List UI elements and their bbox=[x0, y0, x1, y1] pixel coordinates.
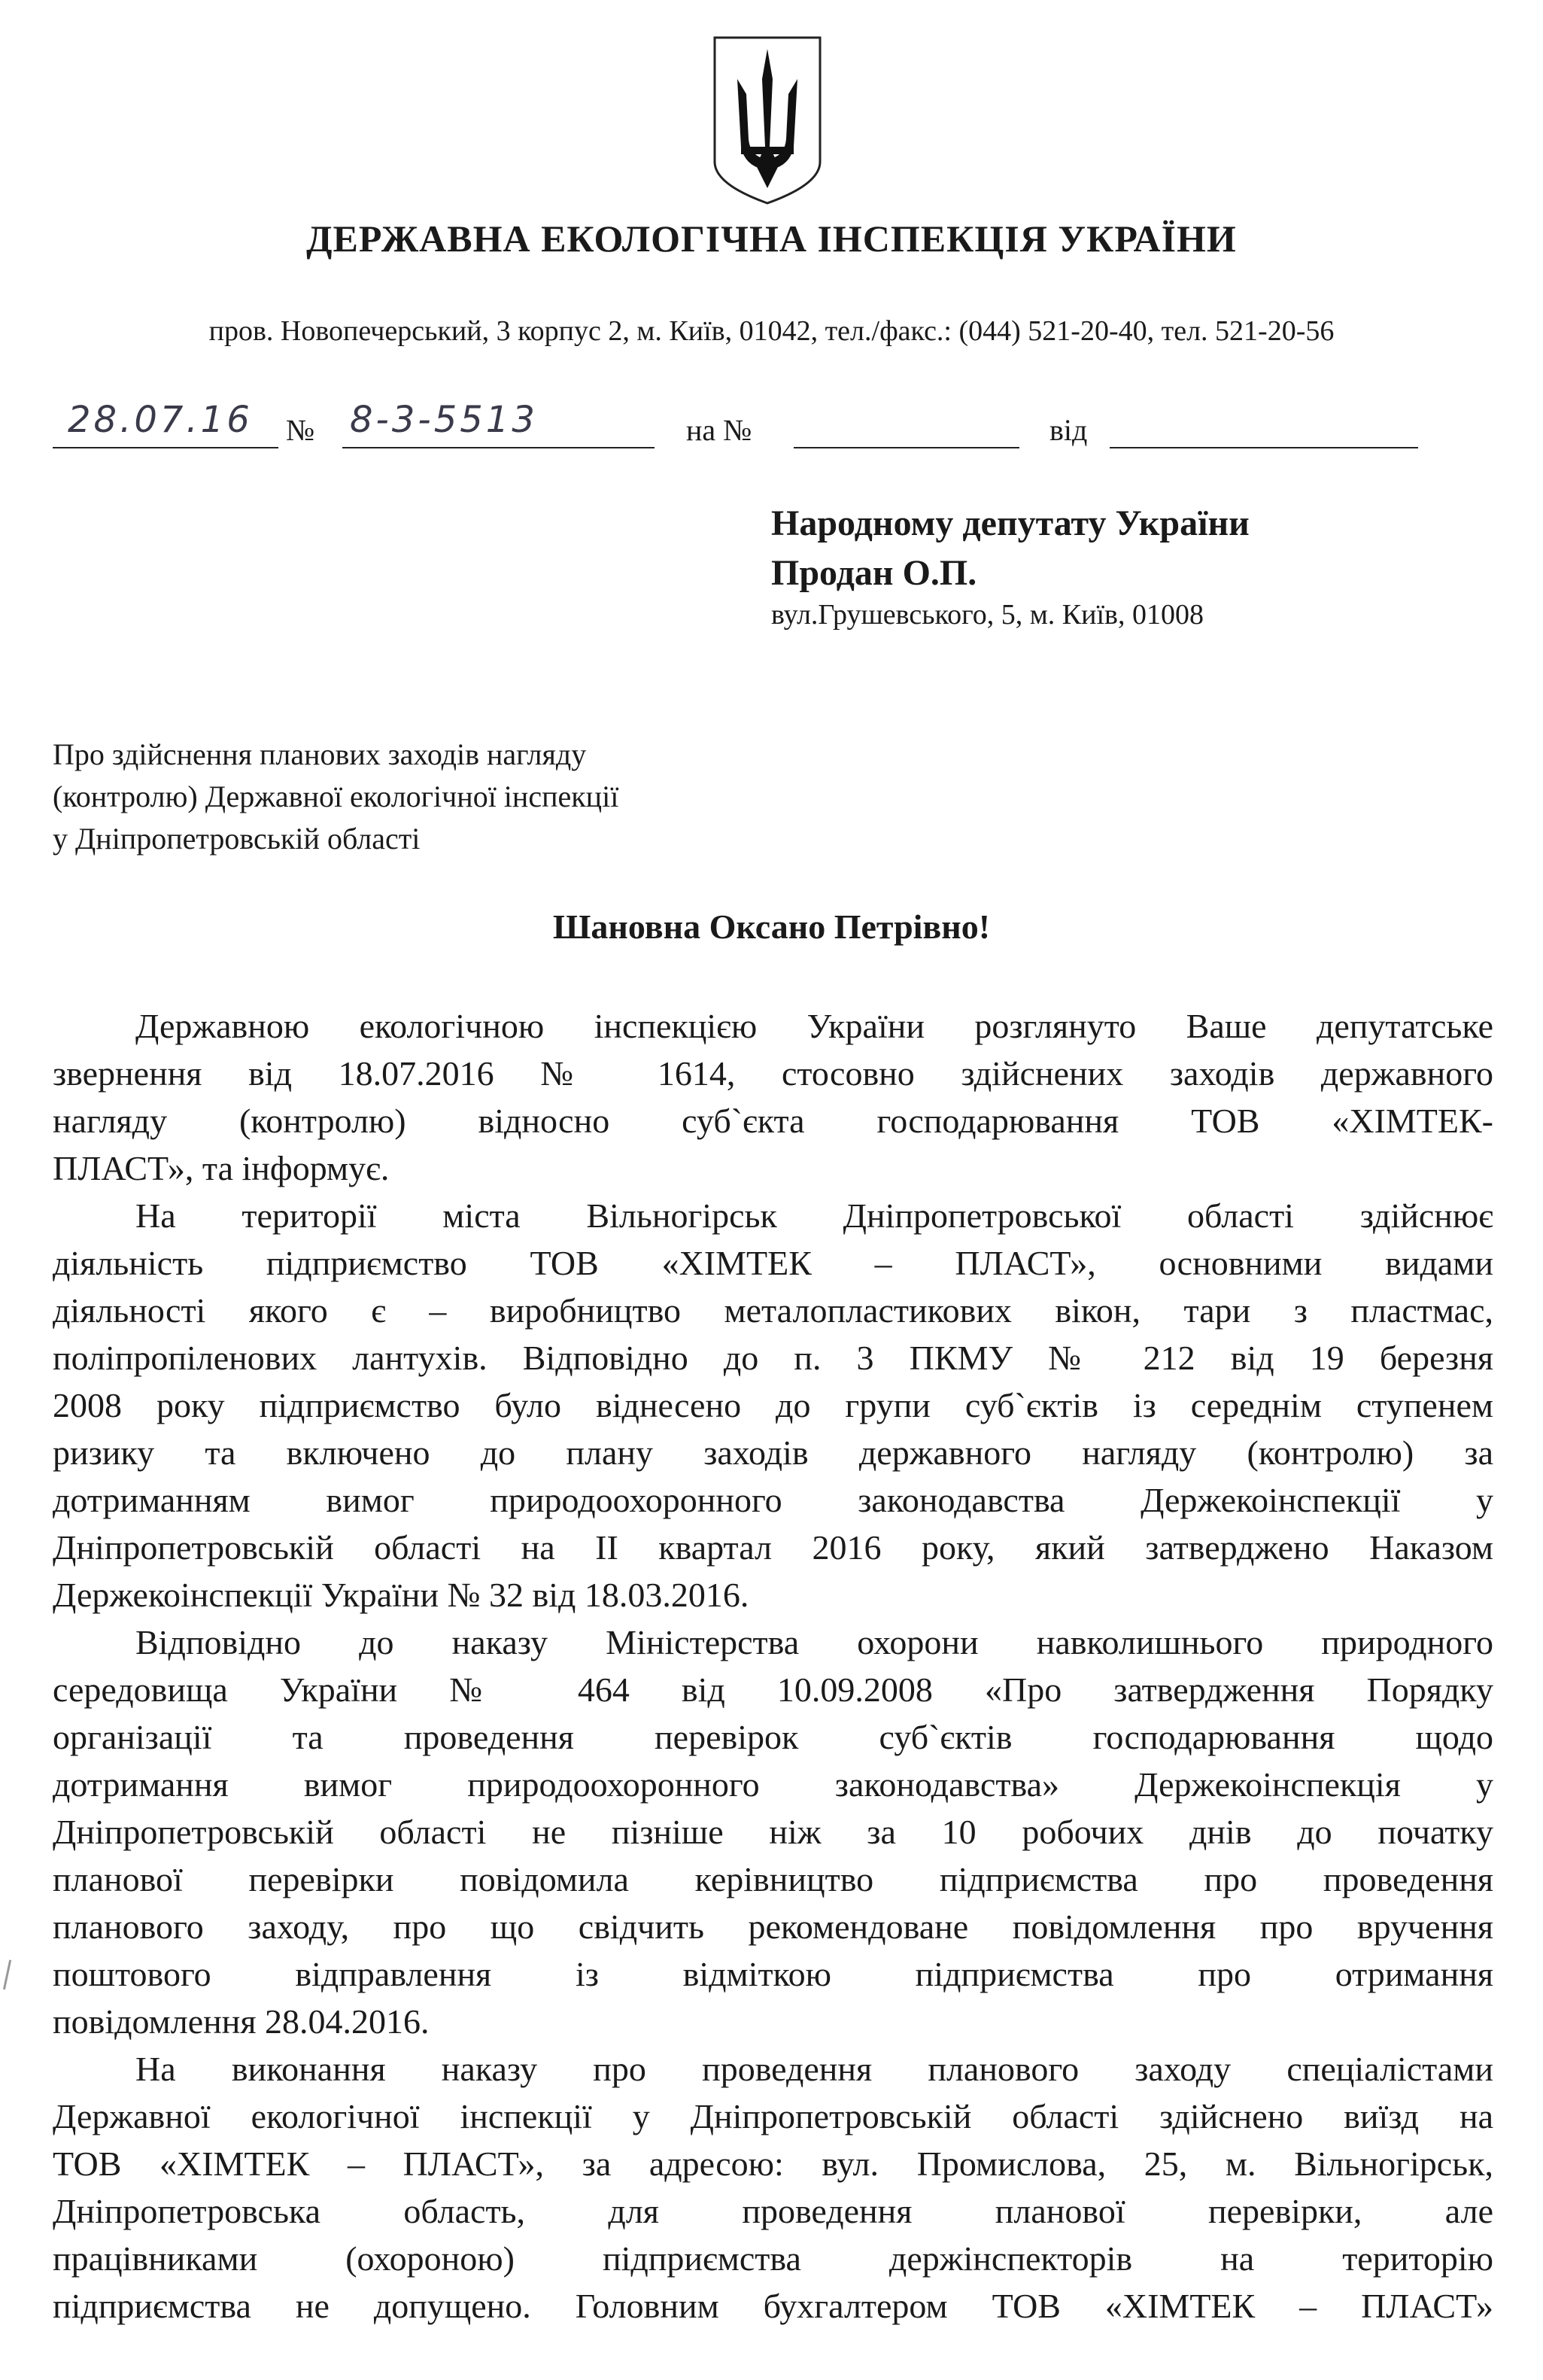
body-paragraph bbox=[53, 1002, 1493, 1192]
margin-pen-mark bbox=[3, 1960, 16, 1991]
number-label: № bbox=[286, 413, 315, 447]
reply-date-field bbox=[1110, 399, 1418, 451]
body-paragraph bbox=[53, 1192, 1493, 1619]
subject-line: у Дніпропетровській області bbox=[53, 822, 421, 856]
addressee-address: вул.Грушевського, 5, м. Київ, 01008 bbox=[771, 599, 1204, 631]
body-line: Дніпропетровській області на ІІ квартал 2016 року, який затверджено Наказом bbox=[53, 1528, 1493, 1567]
subject-line: Про здійснення планових заходів нагляду bbox=[53, 737, 587, 771]
body-line: планового заходу, про що свідчить рекомендоване повідомлення про вручення bbox=[53, 1907, 1493, 1946]
body-line: Відповідно до наказу Міністерства охорони навколишнього природного bbox=[135, 1623, 1493, 1661]
body-line: нагляду (контролю) відносно суб`єкта господарювання ТОВ «ХІМТЕК- bbox=[53, 1102, 1493, 1140]
body-line: організації та проведення перевірок суб`єктів господарювання щодо bbox=[53, 1718, 1493, 1756]
letter-body bbox=[53, 1002, 1493, 2330]
body-line: ПЛАСТ», та інформує. bbox=[53, 1149, 390, 1187]
subject-line: (контролю) Державної екологічної інспекції bbox=[53, 780, 619, 813]
body-line: ТОВ «ХІМТЕК – ПЛАСТ», за адресою: вул. Промислова, 25, м. Вільногірськ, bbox=[53, 2144, 1493, 2183]
body-line: На виконання наказу про проведення планового заходу спеціалістами bbox=[135, 2050, 1493, 2088]
body-line: повідомлення 28.04.2016. bbox=[53, 2002, 430, 2041]
addressee-name: Продан О.П. bbox=[771, 553, 977, 593]
body-line: підприємства не допущено. Головним бухгалтером ТОВ «ХІМТЕК – ПЛАСТ» bbox=[53, 2287, 1493, 2325]
body-line: діяльності якого є – виробництво металопластикових вікон, тари з пластмас, bbox=[53, 1291, 1493, 1330]
outgoing-date: 28.07.16 bbox=[68, 399, 253, 441]
body-line: ризику та включено до плану заходів державного нагляду (контролю) за bbox=[53, 1433, 1493, 1472]
organization-address: пров. Новопечерський, 3 корпус 2, м. Київ, 01042, тел./факс.: (044) 521-20-40, тел. 521-20-56 bbox=[208, 315, 1335, 347]
organization-title: ДЕРЖАВНА ЕКОЛОГІЧНА ІНСПЕКЦІЯ УКРАЇНИ bbox=[306, 217, 1237, 260]
body-line: Держекоінспекції України № 32 від 18.03.2016. bbox=[53, 1576, 749, 1614]
body-line: Державною екологічною інспекцією України розглянуто Ваше депутатське bbox=[135, 1007, 1493, 1045]
body-line: планової перевірки повідомила керівництво підприємства про проведення bbox=[53, 1860, 1493, 1898]
body-line: звернення від 18.07.2016 № 1614, стосовно здійснених заходів державного bbox=[53, 1054, 1493, 1093]
body-line: Дніпропетровська область, для проведення планової перевірки, але bbox=[53, 2192, 1493, 2230]
body-paragraph bbox=[53, 1619, 1493, 2045]
outgoing-number-field bbox=[342, 399, 655, 451]
body-line: поліпропіленових лантухів. Відповідно до п. 3 ПКМУ № 212 від 19 березня bbox=[53, 1339, 1493, 1377]
body-line: діяльність підприємство ТОВ «ХІМТЕК – ПЛАСТ», основними видами bbox=[53, 1244, 1493, 1282]
body-line: На території міста Вільногірськ Дніпропетровської області здійснює bbox=[135, 1196, 1493, 1235]
outgoing-number: 8-3-5513 bbox=[350, 399, 538, 441]
body-line: дотримання вимог природоохоронного законодавства» Держекоінспекція у bbox=[53, 1765, 1493, 1804]
letter-subject bbox=[53, 734, 618, 860]
body-line: Державної екологічної інспекції у Дніпропетровській області здійснено виїзд на bbox=[53, 2097, 1493, 2135]
reply-to-label: на № bbox=[686, 413, 752, 447]
body-line: Дніпропетровській області не пізніше ніж за 10 робочих днів до початку bbox=[53, 1813, 1493, 1851]
body-line: поштового відправлення із відміткою підприємства про отримання bbox=[53, 1955, 1493, 1993]
ukraine-trident-emblem-icon bbox=[711, 34, 824, 207]
outgoing-date-field bbox=[53, 399, 278, 451]
reply-number-field bbox=[794, 399, 1019, 451]
body-line: середовища України № 464 від 10.09.2008 «Про затвердження Порядку bbox=[53, 1670, 1493, 1709]
salutation: Шановна Оксано Петрівно! bbox=[552, 907, 991, 946]
addressee-title: Народному депутату України bbox=[771, 503, 1250, 543]
body-paragraph bbox=[53, 2045, 1493, 2330]
body-line: 2008 року підприємство було віднесено до групи суб`єктів із середнім ступенем bbox=[53, 1386, 1493, 1424]
body-line: працівниками (охороною) підприємства держінспекторів на територію bbox=[53, 2239, 1493, 2278]
body-line: дотриманням вимог природоохоронного законодавства Держекоінспекції у bbox=[53, 1481, 1493, 1519]
from-label: від bbox=[1049, 413, 1088, 447]
